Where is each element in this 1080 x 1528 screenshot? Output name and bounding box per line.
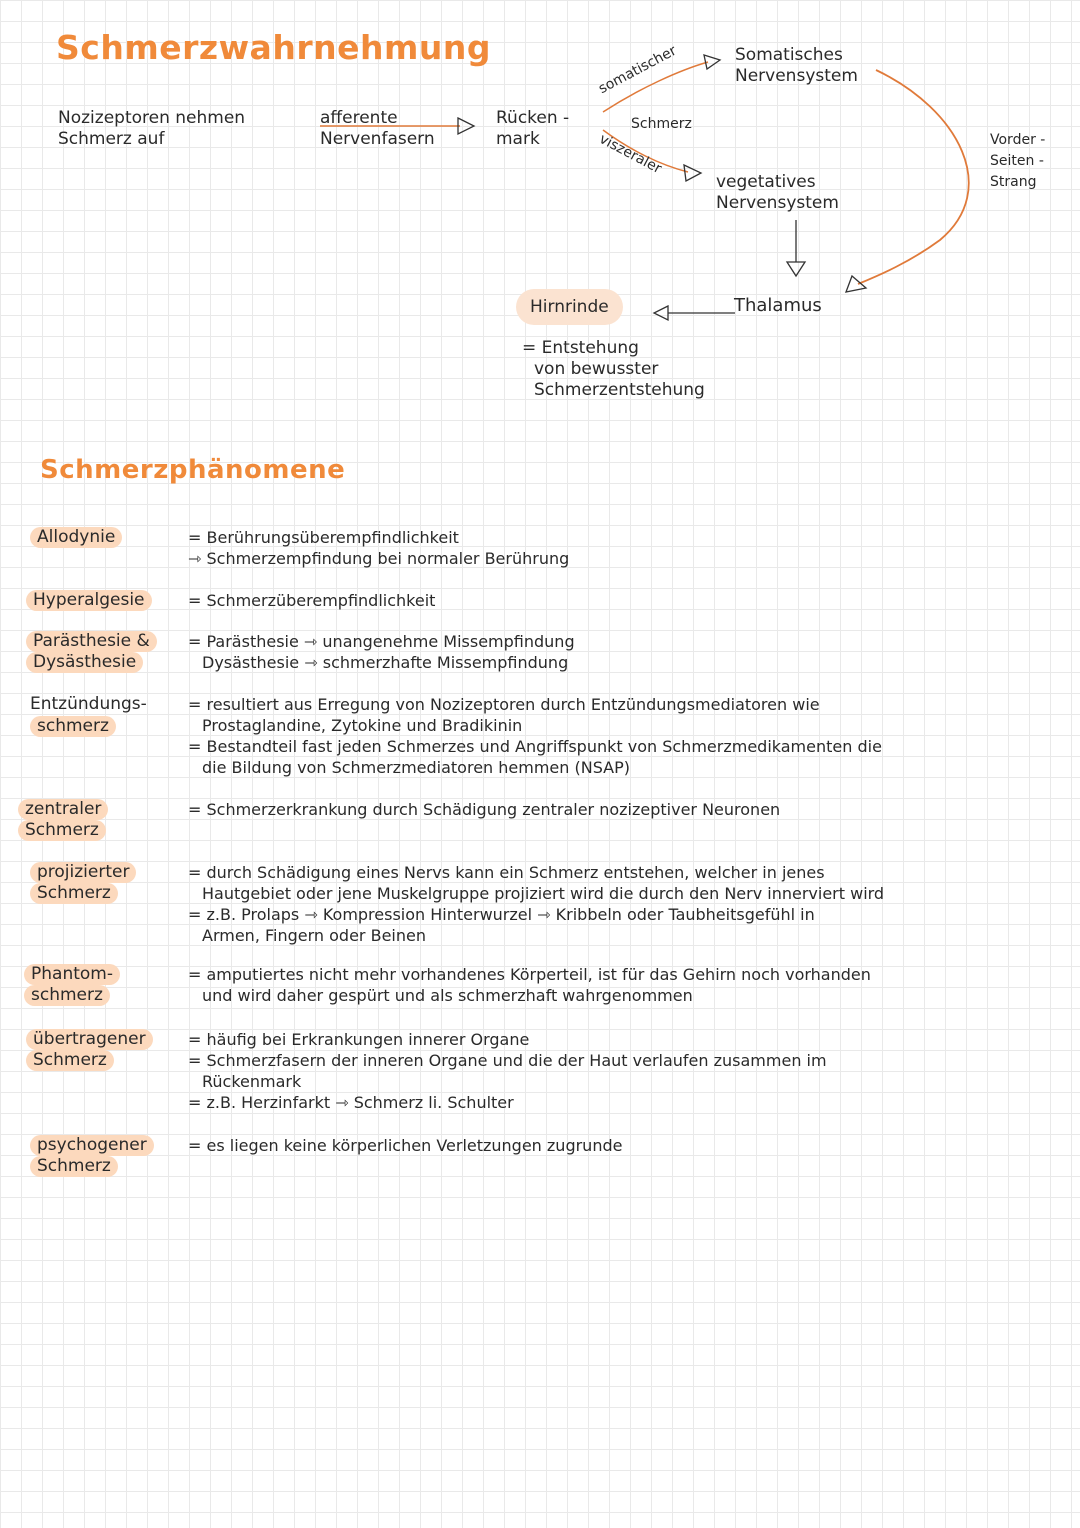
cortex-note: = Entstehung von bewusster Schmerzentstehung	[522, 338, 705, 400]
desc-projizierter-schmerz: = durch Schädigung eines Nervs kann ein Schmerz entstehen, welcher in jenes Hautgebiet oder jene Muskelgruppe projiziert wird die durch den Nerv innerviert wird = z.B. Prolaps ⇾ Kompression Hinterwurzel ⇾ Kribbeln oder Taubheitsgefühl in Armen, Fingern oder Beinen	[188, 863, 885, 945]
desc-hyperalgesie: = Schmerzüberempfindlichkeit	[188, 591, 436, 610]
visceral-branch-label: viszeraler	[596, 130, 665, 178]
desc-parasthesie: = Parästhesie ⇾ unangenehme Missempfindung Dysästhesie ⇾ schmerzhafte Missempfindung	[188, 632, 575, 672]
spinal-cord-label: Rücken - mark	[496, 108, 570, 149]
term-parasthesie: Parästhesie & Dysästhesie	[26, 631, 157, 673]
cortex-label: Hirnrinde	[516, 289, 623, 325]
desc-entzuendungsschmerz: = resultiert aus Erregung von Nozizeptoren durch Entzündungsmediatoren wie Prostaglandine, Zytokine und Bradikinin = Bestandteil fast jeden Schmerzes und Angriffspunkt von Schmerzmedikamenten die die Bildung von Schmerzmediatoren hemmen (NSAP)	[188, 695, 882, 777]
section-title: Schmerzphänomene	[40, 455, 346, 485]
thalamus-label: Thalamus	[734, 295, 822, 316]
desc-zentraler-schmerz: = Schmerzerkrankung durch Schädigung zentraler nozizeptiver Neuronen	[188, 800, 781, 819]
tract-label: Vorder - Seiten - Strang	[990, 132, 1046, 190]
term-phantomschmerz: Phantom- schmerz	[24, 964, 120, 1006]
pain-label: Schmerz	[631, 116, 692, 132]
term-projizierter-schmerz: projizierter Schmerz	[30, 862, 136, 904]
term-psychogener-schmerz: psychogener Schmerz	[30, 1135, 154, 1177]
vegetative-ns-label: vegetatives Nervensystem	[716, 172, 839, 213]
somatic-ns-label: Somatisches Nervensystem	[735, 45, 858, 86]
afferent-fibers-label: afferente Nervenfasern	[320, 108, 435, 149]
term-uebertragener-schmerz: übertragener Schmerz	[26, 1029, 153, 1071]
desc-psychogener-schmerz: = es liegen keine körperlichen Verletzungen zugrunde	[188, 1136, 623, 1155]
term-hyperalgesie: Hyperalgesie	[26, 590, 152, 611]
desc-phantomschmerz: = amputiertes nicht mehr vorhandenes Körperteil, ist für das Gehirn noch vorhanden und wird daher gespürt und als schmerzhaft wahrgenommen	[188, 965, 871, 1005]
nociceptors-label: Nozizeptoren nehmen Schmerz auf	[58, 108, 246, 149]
desc-allodynie: = Berührungsüberempfindlichkeit ⇾ Schmerzempfindung bei normaler Berührung	[188, 528, 570, 568]
term-zentraler-schmerz: zentraler Schmerz	[18, 799, 108, 841]
somatic-branch-label: somatischer	[596, 42, 680, 98]
page-title: Schmerzwahrnehmung	[56, 28, 491, 67]
term-allodynie: Allodynie	[30, 527, 180, 548]
desc-uebertragener-schmerz: = häufig bei Erkrankungen innerer Organe = Schmerzfasern der inneren Organe und die der Haut verlaufen zusammen im Rückenmark = z.B. Herzinfarkt ⇾ Schmerz li. Schulter	[188, 1030, 827, 1112]
term-entzuendungsschmerz: Entzündungs- schmerz	[30, 694, 147, 736]
